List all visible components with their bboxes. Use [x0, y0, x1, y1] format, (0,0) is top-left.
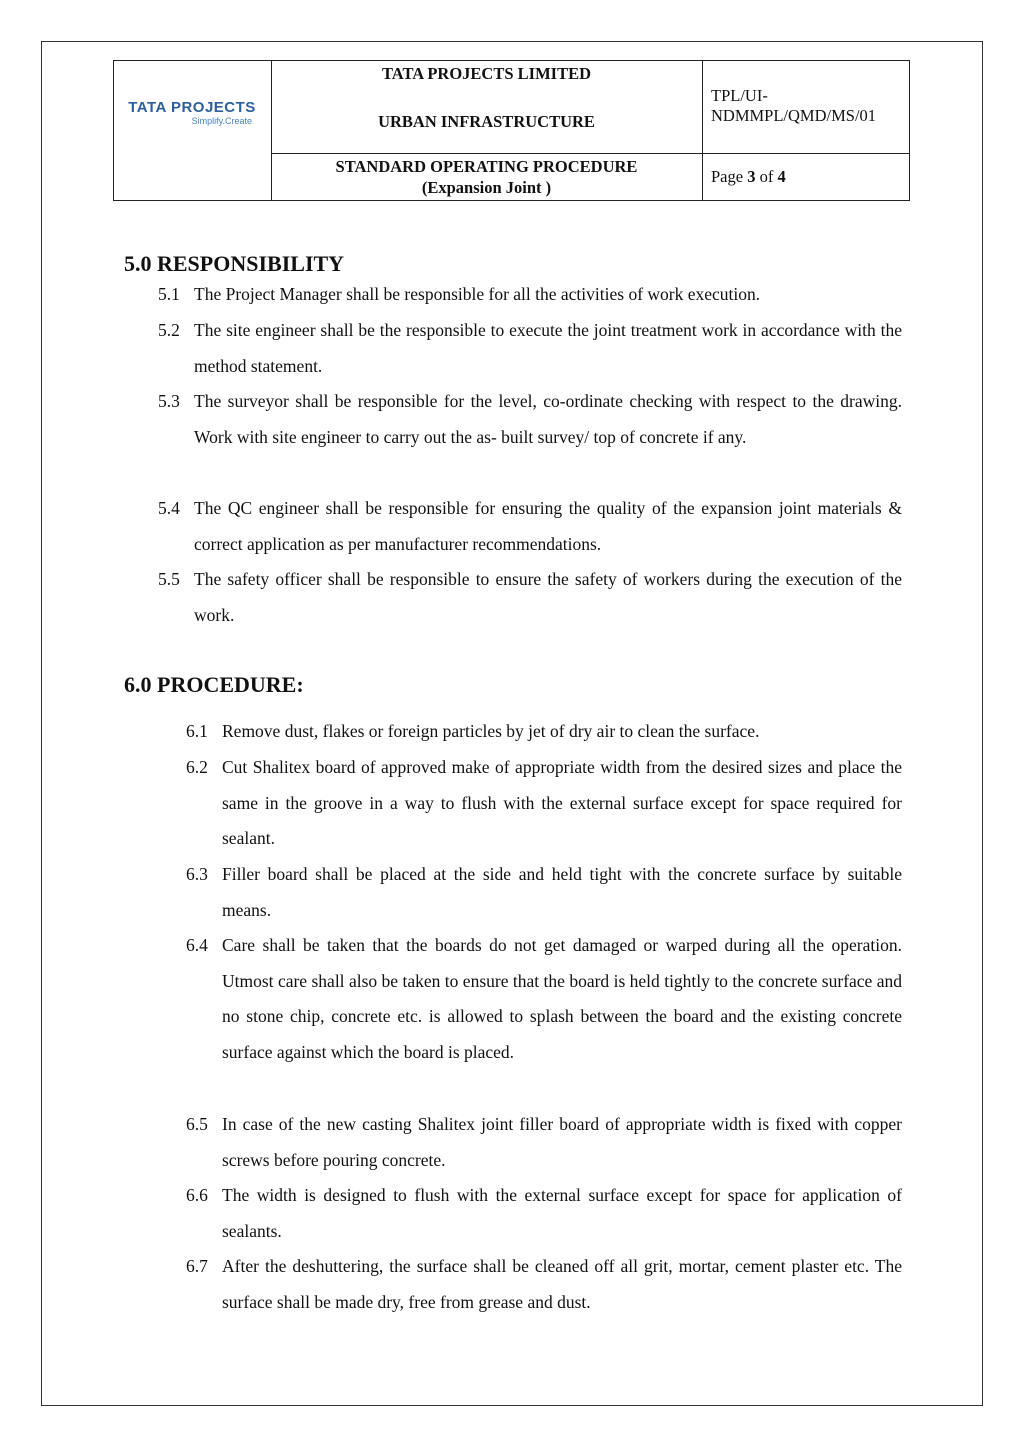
section-heading-responsibility: 5.0 RESPONSIBILITY	[124, 251, 345, 276]
item-number: 6.5	[186, 1114, 208, 1134]
header-divider	[271, 153, 909, 154]
header-divider	[702, 61, 703, 200]
list-item	[158, 313, 902, 384]
sop-title: STANDARD OPERATING PROCEDURE	[335, 157, 638, 176]
sop-subject: (Expansion Joint )	[421, 178, 552, 197]
list-item	[186, 928, 902, 1070]
item-number: 6.3	[186, 864, 208, 884]
item-text: Care shall be taken that the boards do not get damaged or warped during all the operation. Utmost care shall also be taken to ensure that the board is held tightly to the concrete surface and no stone chip, concrete etc. is allowed to splash between the board and the existing concrete surface against which the board is placed.	[222, 935, 902, 1062]
item-text: The site engineer shall be the responsible to execute the joint treatment work in accordance with the method statement.	[194, 320, 902, 376]
sop-title-block	[271, 156, 702, 198]
item-text: In case of the new casting Shalitex joint filler board of appropriate width is fixed with copper screws before pouring concrete.	[222, 1114, 902, 1170]
list-item	[158, 491, 902, 562]
logo-tagline: Simplify.Create	[191, 116, 252, 126]
page-prefix: Page	[711, 167, 748, 186]
item-number: 5.4	[158, 498, 180, 518]
page-of: of	[755, 167, 778, 186]
item-number: 6.6	[186, 1185, 208, 1205]
list-item	[158, 562, 902, 633]
document-code	[711, 86, 876, 126]
item-text: The Project Manager shall be responsible for all the activities of work execution.	[194, 284, 761, 304]
list-item	[158, 277, 902, 313]
item-number: 5.3	[158, 391, 180, 411]
item-text: After the deshuttering, the surface shall be cleaned off all grit, mortar, cement plaster etc. The surface shall be made dry, free from grease and dust.	[222, 1256, 902, 1312]
page-current: 3	[747, 167, 756, 186]
item-text: The surveyor shall be responsible for the level, co-ordinate checking with respect to the drawing. Work with site engineer to carry out the as- built survey/ top of concrete if any.	[194, 391, 902, 447]
company-logo	[124, 99, 260, 127]
list-item	[186, 1249, 902, 1320]
item-number: 6.4	[186, 935, 208, 955]
page-number	[711, 167, 786, 187]
item-number: 5.5	[158, 569, 180, 589]
document-code-line1: TPL/UI-	[711, 86, 768, 105]
document-header-table	[113, 60, 910, 201]
item-text: Cut Shalitex board of approved make of appropriate width from the desired sizes and place the same in the groove in a way to flush with the external surface except for space required for sealant.	[222, 757, 902, 848]
item-number: 5.2	[158, 320, 180, 340]
item-text: Filler board shall be placed at the side and held tight with the concrete surface by suitable means.	[222, 864, 902, 920]
list-item	[186, 1107, 902, 1178]
item-number: 6.2	[186, 757, 208, 777]
item-text: The width is designed to flush with the external surface except for space for application of sealants.	[222, 1185, 902, 1241]
item-text: The QC engineer shall be responsible for ensuring the quality of the expansion joint materials & correct application as per manufacturer recommendations.	[194, 498, 902, 554]
item-number: 6.7	[186, 1256, 208, 1276]
list-item	[186, 1178, 902, 1249]
item-text: Remove dust, flakes or foreign particles by jet of dry air to clean the surface.	[222, 721, 760, 741]
section-heading-procedure: 6.0 PROCEDURE:	[124, 672, 304, 697]
logo-wordmark: TATA PROJECTS	[128, 99, 256, 116]
list-item	[158, 384, 902, 455]
company-name: TATA PROJECTS LIMITED	[381, 64, 592, 83]
item-number: 5.1	[158, 284, 180, 304]
item-number: 6.1	[186, 721, 208, 741]
page-total: 4	[777, 167, 786, 186]
list-item	[186, 714, 902, 750]
division-name: URBAN INFRASTRUCTURE	[378, 112, 595, 131]
list-item	[186, 857, 902, 928]
list-item	[186, 750, 902, 857]
item-text: The safety officer shall be responsible to ensure the safety of workers during the execution of the work.	[194, 569, 902, 625]
document-code-line2: NDMMPL/QMD/MS/01	[711, 106, 877, 125]
